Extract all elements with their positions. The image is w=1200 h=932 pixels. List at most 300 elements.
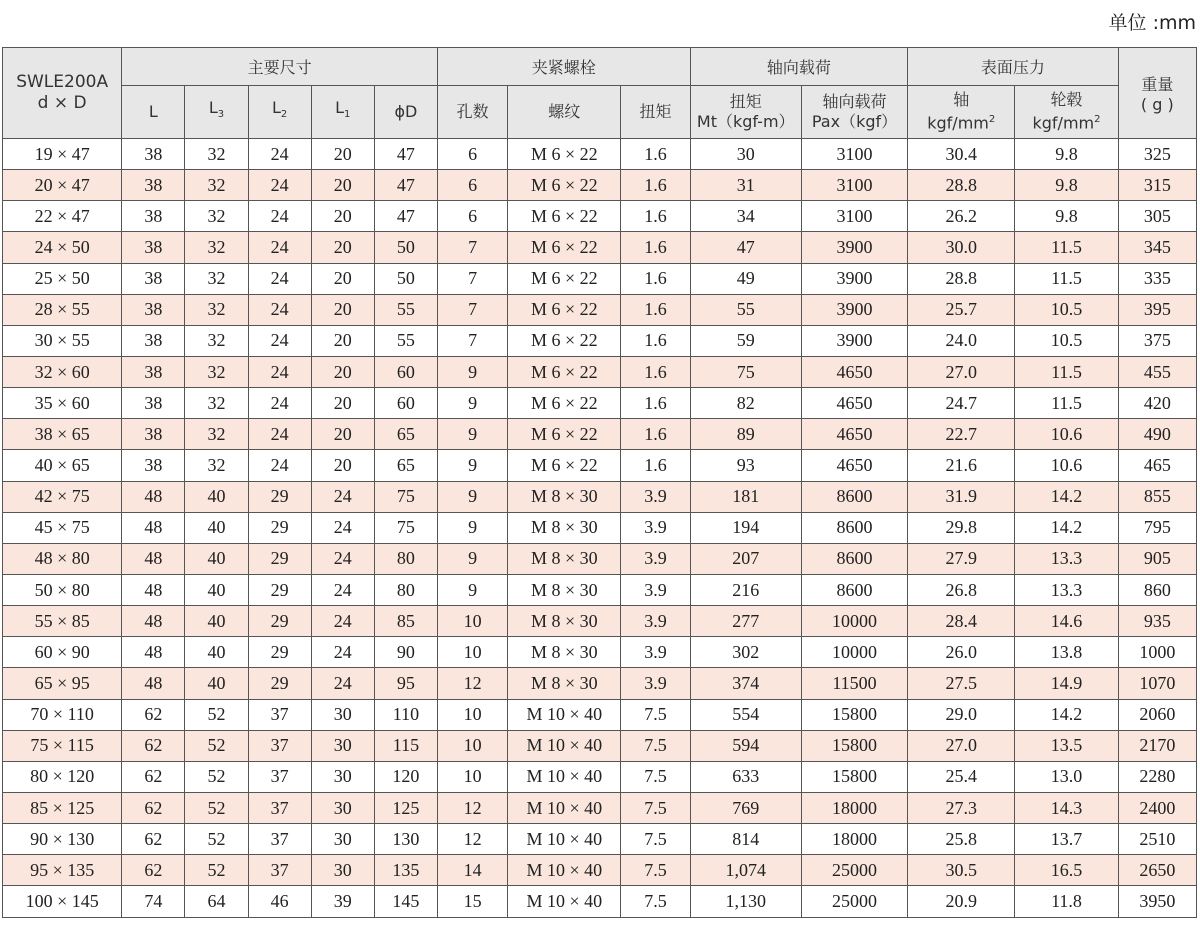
header-group-surface-pressure: 表面压力 [908, 48, 1119, 86]
cell-l: 48 [122, 543, 185, 574]
cell-shaft-pressure: 26.8 [908, 574, 1015, 605]
cell-l: 38 [122, 263, 185, 294]
weight-unit: ( g ) [1140, 95, 1174, 114]
cell-thread: M 10 × 40 [508, 792, 621, 823]
cell-hub-pressure: 11.5 [1015, 232, 1118, 263]
cell-bolt-torque: 7.5 [621, 855, 690, 886]
cell-holes: 7 [438, 232, 508, 263]
cell-weight: 2280 [1118, 761, 1196, 792]
cell-weight: 2650 [1118, 855, 1196, 886]
cell-mt: 89 [690, 419, 801, 450]
cell-thread: M 10 × 40 [508, 730, 621, 761]
cell-mt: 216 [690, 574, 801, 605]
cell-weight: 1070 [1118, 668, 1196, 699]
cell-phid: 47 [374, 201, 437, 232]
cell-l3: 32 [185, 139, 248, 170]
table-row [3, 419, 1197, 450]
header-col-l3 [185, 86, 248, 139]
model-name: SWLE200A [16, 72, 109, 92]
cell-mt: 374 [690, 668, 801, 699]
cell-bolt-torque: 1.6 [621, 325, 690, 356]
cell-phid: 75 [374, 512, 437, 543]
hub-label: 轮毂 [1050, 90, 1083, 110]
cell-thread: M 8 × 30 [508, 637, 621, 668]
cell-l1: 20 [311, 139, 374, 170]
cell-l: 62 [122, 792, 185, 823]
cell-l2: 37 [248, 730, 311, 761]
cell-mt: 207 [690, 543, 801, 574]
cell-pax: 18000 [801, 824, 907, 855]
cell-shaft-pressure: 25.4 [908, 761, 1015, 792]
pax-unit: Pax（kgf） [811, 112, 898, 131]
cell-l3: 64 [185, 886, 248, 917]
cell-l3: 52 [185, 824, 248, 855]
hub-unit-sup: 2 [1094, 114, 1101, 126]
cell-mt: 194 [690, 512, 801, 543]
cell-mt: 302 [690, 637, 801, 668]
cell-l3: 40 [185, 481, 248, 512]
cell-pax: 8600 [801, 574, 907, 605]
cell-holes: 10 [438, 606, 508, 637]
table-row [3, 388, 1197, 419]
shaft-unit-sup: 2 [988, 114, 996, 126]
header-col-l: L [122, 86, 185, 139]
cell-bolt-torque: 3.9 [621, 543, 690, 574]
cell-thread: M 6 × 22 [508, 263, 621, 294]
cell-hub-pressure: 13.7 [1015, 824, 1118, 855]
table-row [3, 170, 1197, 201]
cell-pax: 3900 [801, 294, 907, 325]
cell-mt: 55 [690, 294, 801, 325]
cell-shaft-pressure: 26.0 [908, 637, 1015, 668]
table-row [3, 792, 1197, 823]
cell-weight: 465 [1118, 450, 1196, 481]
cell-hub-pressure: 11.5 [1015, 263, 1118, 294]
cell-size: 19 × 47 [3, 139, 122, 170]
cell-l2: 24 [248, 388, 311, 419]
cell-pax: 3100 [801, 170, 907, 201]
cell-size: 55 × 85 [3, 606, 122, 637]
cell-holes: 12 [438, 668, 508, 699]
cell-mt: 181 [690, 481, 801, 512]
table-row [3, 294, 1197, 325]
cell-hub-pressure: 13.3 [1015, 543, 1118, 574]
cell-pax: 3100 [801, 201, 907, 232]
cell-bolt-torque: 1.6 [621, 170, 690, 201]
cell-l: 48 [122, 668, 185, 699]
cell-size: 40 × 65 [3, 450, 122, 481]
cell-weight: 3950 [1118, 886, 1196, 917]
cell-size: 100 × 145 [3, 886, 122, 917]
cell-mt: 34 [690, 201, 801, 232]
cell-mt: 49 [690, 263, 801, 294]
cell-size: 85 × 125 [3, 792, 122, 823]
cell-l1: 20 [311, 263, 374, 294]
cell-bolt-torque: 1.6 [621, 263, 690, 294]
cell-holes: 10 [438, 637, 508, 668]
cell-l1: 30 [311, 761, 374, 792]
cell-size: 22 × 47 [3, 201, 122, 232]
cell-thread: M 6 × 22 [508, 419, 621, 450]
cell-l2: 24 [248, 263, 311, 294]
cell-hub-pressure: 9.8 [1015, 201, 1118, 232]
cell-bolt-torque: 3.9 [621, 606, 690, 637]
cell-thread: M 6 × 22 [508, 325, 621, 356]
cell-weight: 2060 [1118, 699, 1196, 730]
cell-holes: 12 [438, 824, 508, 855]
cell-bolt-torque: 3.9 [621, 574, 690, 605]
table-row [3, 356, 1197, 387]
cell-hub-pressure: 9.8 [1015, 139, 1118, 170]
cell-l2: 37 [248, 855, 311, 886]
cell-hub-pressure: 10.6 [1015, 419, 1118, 450]
cell-size: 32 × 60 [3, 356, 122, 387]
cell-bolt-torque: 7.5 [621, 699, 690, 730]
cell-l2: 29 [248, 606, 311, 637]
cell-l1: 20 [311, 232, 374, 263]
cell-l3: 32 [185, 356, 248, 387]
cell-l2: 29 [248, 668, 311, 699]
cell-pax: 8600 [801, 512, 907, 543]
cell-l1: 24 [311, 481, 374, 512]
cell-phid: 85 [374, 606, 437, 637]
cell-phid: 75 [374, 481, 437, 512]
cell-pax: 4650 [801, 419, 907, 450]
cell-phid: 135 [374, 855, 437, 886]
table-row [3, 855, 1197, 886]
cell-shaft-pressure: 25.8 [908, 824, 1015, 855]
cell-pax: 18000 [801, 792, 907, 823]
header-col-hub-pressure [1015, 86, 1118, 139]
cell-bolt-torque: 1.6 [621, 419, 690, 450]
header-model-cell [3, 48, 122, 139]
cell-l3: 32 [185, 294, 248, 325]
cell-hub-pressure: 10.5 [1015, 325, 1118, 356]
header-col-bolt-torque: 扭矩 [621, 86, 690, 139]
l1-main: L [335, 98, 345, 118]
cell-l2: 37 [248, 792, 311, 823]
cell-holes: 15 [438, 886, 508, 917]
header-col-l2 [248, 86, 311, 139]
cell-thread: M 8 × 30 [508, 668, 621, 699]
cell-weight: 315 [1118, 170, 1196, 201]
cell-phid: 47 [374, 170, 437, 201]
cell-phid: 95 [374, 668, 437, 699]
cell-bolt-torque: 7.5 [621, 792, 690, 823]
cell-shaft-pressure: 28.8 [908, 263, 1015, 294]
cell-holes: 9 [438, 419, 508, 450]
cell-l3: 32 [185, 388, 248, 419]
cell-size: 95 × 135 [3, 855, 122, 886]
table-row [3, 543, 1197, 574]
cell-holes: 10 [438, 761, 508, 792]
cell-l: 62 [122, 761, 185, 792]
cell-l3: 32 [185, 325, 248, 356]
cell-weight: 2510 [1118, 824, 1196, 855]
cell-l: 38 [122, 419, 185, 450]
cell-l2: 24 [248, 232, 311, 263]
cell-l3: 40 [185, 668, 248, 699]
l1-subscript: 1 [344, 109, 351, 121]
cell-mt: 93 [690, 450, 801, 481]
table-row [3, 668, 1197, 699]
cell-phid: 90 [374, 637, 437, 668]
cell-l2: 24 [248, 294, 311, 325]
cell-size: 20 × 47 [3, 170, 122, 201]
cell-l: 48 [122, 606, 185, 637]
cell-pax: 10000 [801, 606, 907, 637]
spec-table [2, 47, 1197, 918]
cell-holes: 9 [438, 512, 508, 543]
cell-thread: M 8 × 30 [508, 512, 621, 543]
table-row [3, 481, 1197, 512]
cell-thread: M 6 × 22 [508, 388, 621, 419]
cell-l1: 20 [311, 170, 374, 201]
cell-l1: 24 [311, 512, 374, 543]
cell-size: 75 × 115 [3, 730, 122, 761]
cell-size: 35 × 60 [3, 388, 122, 419]
cell-l1: 39 [311, 886, 374, 917]
cell-bolt-torque: 7.5 [621, 761, 690, 792]
cell-thread: M 8 × 30 [508, 606, 621, 637]
cell-thread: M 6 × 22 [508, 294, 621, 325]
cell-l3: 40 [185, 543, 248, 574]
cell-shaft-pressure: 27.3 [908, 792, 1015, 823]
cell-l1: 24 [311, 668, 374, 699]
cell-l: 38 [122, 356, 185, 387]
header-col-thread: 螺纹 [508, 86, 621, 139]
pax-label: 轴向载荷 [822, 92, 887, 111]
cell-thread: M 8 × 30 [508, 574, 621, 605]
cell-pax: 25000 [801, 886, 907, 917]
cell-phid: 50 [374, 232, 437, 263]
cell-l: 48 [122, 512, 185, 543]
cell-l: 38 [122, 325, 185, 356]
cell-l: 62 [122, 699, 185, 730]
cell-l1: 20 [311, 201, 374, 232]
cell-thread: M 8 × 30 [508, 543, 621, 574]
cell-shaft-pressure: 30.5 [908, 855, 1015, 886]
table-row [3, 512, 1197, 543]
cell-pax: 10000 [801, 637, 907, 668]
cell-weight: 375 [1118, 325, 1196, 356]
cell-phid: 50 [374, 263, 437, 294]
table-row [3, 606, 1197, 637]
header-col-l1 [311, 86, 374, 139]
header-col-mt [690, 86, 801, 139]
cell-thread: M 10 × 40 [508, 824, 621, 855]
cell-weight: 455 [1118, 356, 1196, 387]
cell-l: 62 [122, 730, 185, 761]
cell-l3: 52 [185, 761, 248, 792]
cell-holes: 7 [438, 294, 508, 325]
l3-main: L [208, 98, 218, 118]
cell-bolt-torque: 7.5 [621, 824, 690, 855]
cell-l1: 24 [311, 543, 374, 574]
unit-label: 单位 :mm [1108, 12, 1196, 34]
cell-l2: 29 [248, 574, 311, 605]
cell-holes: 6 [438, 170, 508, 201]
cell-weight: 935 [1118, 606, 1196, 637]
hub-unit: kgf/mm [1032, 113, 1095, 133]
table-row [3, 232, 1197, 263]
cell-l: 38 [122, 201, 185, 232]
header-group-clamp-bolt: 夹紧螺栓 [438, 48, 691, 86]
cell-weight: 335 [1118, 263, 1196, 294]
cell-hub-pressure: 14.9 [1015, 668, 1118, 699]
cell-holes: 12 [438, 792, 508, 823]
cell-pax: 3900 [801, 263, 907, 294]
cell-phid: 47 [374, 139, 437, 170]
cell-shaft-pressure: 29.8 [908, 512, 1015, 543]
header-weight [1118, 48, 1196, 139]
cell-weight: 2170 [1118, 730, 1196, 761]
cell-mt: 59 [690, 325, 801, 356]
cell-size: 24 × 50 [3, 232, 122, 263]
cell-l3: 52 [185, 730, 248, 761]
cell-pax: 4650 [801, 388, 907, 419]
cell-l3: 52 [185, 699, 248, 730]
shaft-label: 轴 [953, 90, 970, 110]
table-row [3, 325, 1197, 356]
cell-pax: 3900 [801, 325, 907, 356]
header-col-phid: ϕD [374, 86, 437, 139]
cell-thread: M 8 × 30 [508, 481, 621, 512]
cell-bolt-torque: 1.6 [621, 294, 690, 325]
cell-l2: 24 [248, 450, 311, 481]
cell-mt: 31 [690, 170, 801, 201]
cell-thread: M 10 × 40 [508, 886, 621, 917]
cell-hub-pressure: 11.8 [1015, 886, 1118, 917]
cell-bolt-torque: 3.9 [621, 512, 690, 543]
cell-l3: 32 [185, 419, 248, 450]
cell-bolt-torque: 1.6 [621, 139, 690, 170]
cell-holes: 9 [438, 356, 508, 387]
cell-l: 38 [122, 388, 185, 419]
cell-holes: 14 [438, 855, 508, 886]
cell-bolt-torque: 3.9 [621, 637, 690, 668]
cell-size: 65 × 95 [3, 668, 122, 699]
cell-holes: 9 [438, 388, 508, 419]
cell-hub-pressure: 13.8 [1015, 637, 1118, 668]
table-row [3, 201, 1197, 232]
cell-size: 50 × 80 [3, 574, 122, 605]
cell-thread: M 6 × 22 [508, 356, 621, 387]
cell-size: 42 × 75 [3, 481, 122, 512]
cell-l: 48 [122, 481, 185, 512]
cell-pax: 15800 [801, 699, 907, 730]
cell-size: 60 × 90 [3, 637, 122, 668]
cell-l: 62 [122, 855, 185, 886]
cell-l2: 24 [248, 356, 311, 387]
cell-pax: 15800 [801, 730, 907, 761]
header-group-axial-load: 轴向载荷 [690, 48, 908, 86]
cell-l1: 24 [311, 574, 374, 605]
cell-shaft-pressure: 28.4 [908, 606, 1015, 637]
cell-bolt-torque: 7.5 [621, 730, 690, 761]
cell-thread: M 6 × 22 [508, 232, 621, 263]
l2-main: L [271, 98, 281, 118]
cell-mt: 1,074 [690, 855, 801, 886]
cell-l2: 24 [248, 325, 311, 356]
cell-l1: 20 [311, 450, 374, 481]
cell-l: 74 [122, 886, 185, 917]
cell-mt: 277 [690, 606, 801, 637]
cell-l3: 32 [185, 263, 248, 294]
cell-size: 28 × 55 [3, 294, 122, 325]
cell-weight: 490 [1118, 419, 1196, 450]
cell-l3: 52 [185, 792, 248, 823]
cell-shaft-pressure: 21.6 [908, 450, 1015, 481]
cell-mt: 30 [690, 139, 801, 170]
table-header [3, 48, 1197, 139]
cell-weight: 2400 [1118, 792, 1196, 823]
mt-label: 扭矩 [729, 92, 762, 111]
cell-weight: 305 [1118, 201, 1196, 232]
cell-hub-pressure: 11.5 [1015, 356, 1118, 387]
header-col-holes: 孔数 [438, 86, 508, 139]
cell-pax: 3100 [801, 139, 907, 170]
cell-phid: 80 [374, 543, 437, 574]
cell-holes: 10 [438, 699, 508, 730]
cell-l2: 37 [248, 699, 311, 730]
cell-l: 48 [122, 637, 185, 668]
cell-size: 25 × 50 [3, 263, 122, 294]
cell-shaft-pressure: 31.9 [908, 481, 1015, 512]
cell-pax: 25000 [801, 855, 907, 886]
mt-unit: Mt（kgf-m） [696, 112, 795, 131]
cell-l2: 29 [248, 481, 311, 512]
cell-pax: 8600 [801, 481, 907, 512]
cell-size: 48 × 80 [3, 543, 122, 574]
cell-hub-pressure: 13.5 [1015, 730, 1118, 761]
cell-l2: 29 [248, 512, 311, 543]
cell-phid: 65 [374, 419, 437, 450]
cell-thread: M 10 × 40 [508, 855, 621, 886]
cell-mt: 554 [690, 699, 801, 730]
cell-holes: 7 [438, 325, 508, 356]
cell-bolt-torque: 3.9 [621, 481, 690, 512]
cell-l1: 30 [311, 792, 374, 823]
cell-shaft-pressure: 20.9 [908, 886, 1015, 917]
cell-size: 30 × 55 [3, 325, 122, 356]
cell-mt: 75 [690, 356, 801, 387]
cell-phid: 110 [374, 699, 437, 730]
cell-l: 38 [122, 294, 185, 325]
cell-l: 62 [122, 824, 185, 855]
cell-size: 90 × 130 [3, 824, 122, 855]
table-row [3, 824, 1197, 855]
cell-holes: 6 [438, 139, 508, 170]
cell-hub-pressure: 10.6 [1015, 450, 1118, 481]
cell-l1: 30 [311, 855, 374, 886]
cell-l: 38 [122, 450, 185, 481]
l2-subscript: 2 [280, 109, 288, 121]
cell-hub-pressure: 10.5 [1015, 294, 1118, 325]
cell-hub-pressure: 14.2 [1015, 512, 1118, 543]
cell-l2: 24 [248, 139, 311, 170]
cell-thread: M 10 × 40 [508, 699, 621, 730]
cell-mt: 594 [690, 730, 801, 761]
cell-hub-pressure: 16.5 [1015, 855, 1118, 886]
cell-phid: 65 [374, 450, 437, 481]
cell-pax: 8600 [801, 543, 907, 574]
cell-shaft-pressure: 27.5 [908, 668, 1015, 699]
cell-holes: 9 [438, 450, 508, 481]
cell-pax: 11500 [801, 668, 907, 699]
cell-pax: 3900 [801, 232, 907, 263]
cell-l1: 20 [311, 325, 374, 356]
